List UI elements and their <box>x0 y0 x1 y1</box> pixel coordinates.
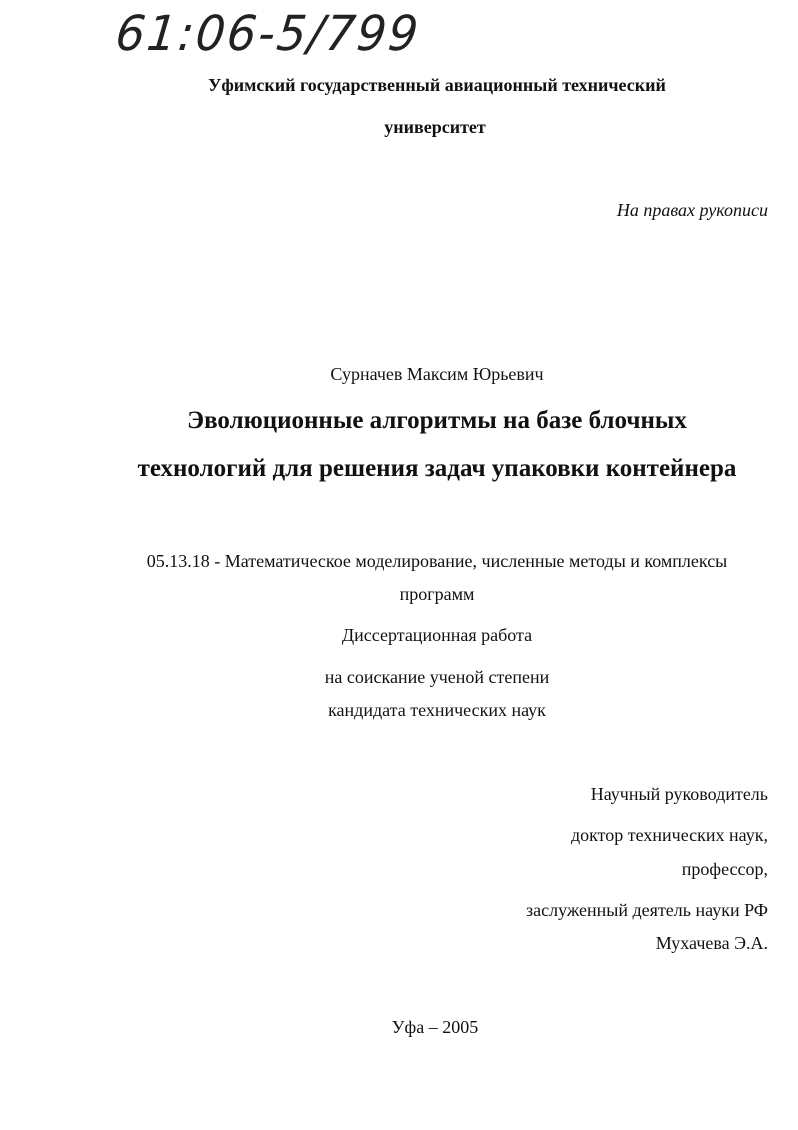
supervisor-name: Мухачева Э.А. <box>655 933 768 953</box>
institution-line1: Уфимский государственный авиационный технический <box>208 75 666 95</box>
handwritten-catalog-number: 61:06-5/799 <box>113 4 423 62</box>
institution-line2: университет <box>384 117 486 137</box>
title-line2: технологий для решения задач упаковки контейнера <box>137 455 737 482</box>
supervisor-rank: профессор, <box>681 859 768 879</box>
title-line1: Эволюционные алгоритмы на базе блочных <box>187 407 687 434</box>
degree-line2: кандидата технических наук <box>328 700 546 720</box>
supervisor-degree: доктор технических наук, <box>571 825 768 845</box>
supervisor-honor: заслуженный деятель науки РФ <box>526 900 768 920</box>
degree-line1: на соискание ученой степени <box>324 667 550 687</box>
author-name: Сурначев Максим Юрьевич <box>330 364 544 384</box>
specialty-line1: 05.13.18 - Математическое моделирование, численные методы и комплексы <box>146 551 728 571</box>
supervisor-label: Научный руководитель <box>590 784 768 804</box>
manuscript-note: На правах рукописи <box>616 200 768 220</box>
specialty-line2: программ <box>399 584 475 604</box>
place-year: Уфа – 2005 <box>391 1017 479 1037</box>
work-type: Диссертационная работа <box>341 625 533 645</box>
